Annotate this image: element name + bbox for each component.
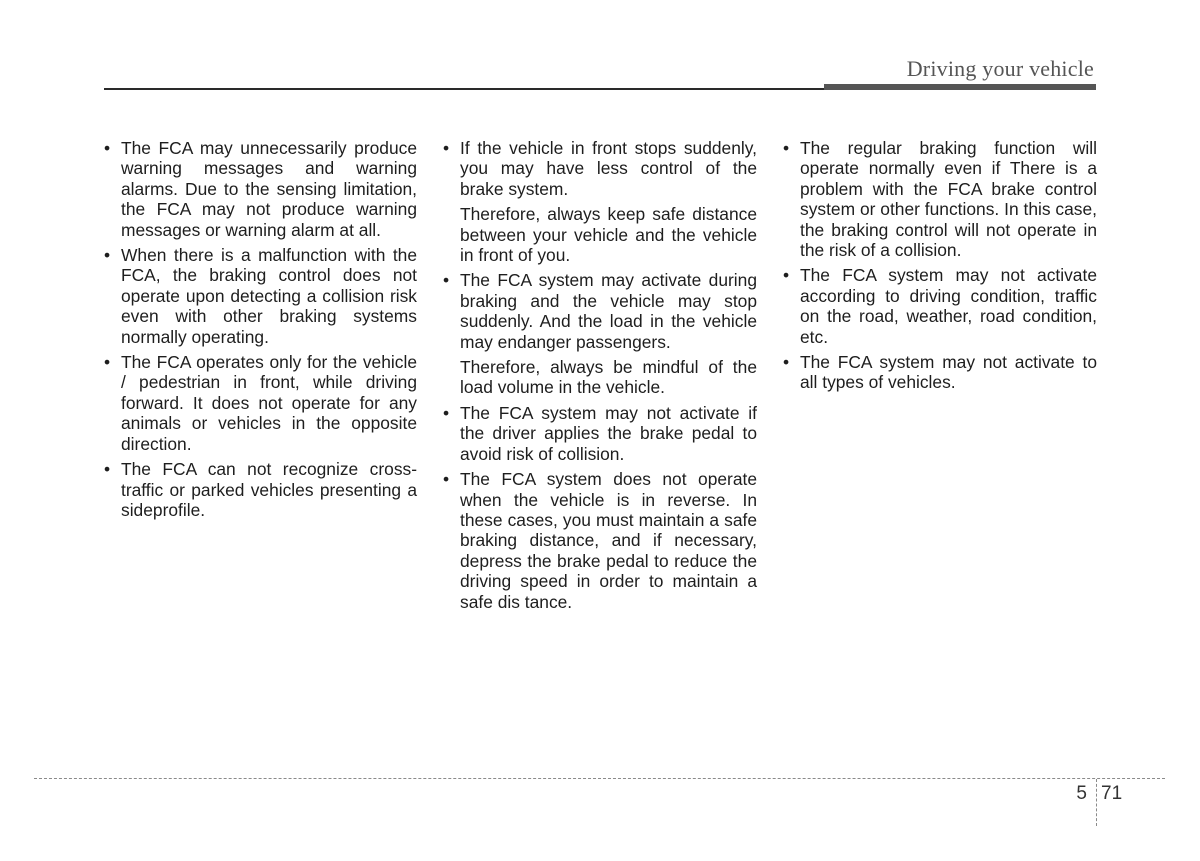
bullet-marker: • xyxy=(443,138,450,158)
bullet-text: The FCA may unnecessarily produce warning messages and warning alarms. Due to the sensing limitation, the FCA may not produce warning messages or warning alarm at all. xyxy=(121,138,417,240)
page-number: 71 xyxy=(1101,783,1123,804)
footer-rule xyxy=(34,778,1165,779)
bullet-item xyxy=(104,459,417,520)
bullet-item xyxy=(783,352,1097,393)
bullet-marker: • xyxy=(104,352,111,373)
bullet-marker: • xyxy=(783,352,790,373)
bullet-item xyxy=(443,138,757,199)
bullet-marker: • xyxy=(443,402,450,423)
bullet-text: The FCA system may not activate to all types of vehicles. xyxy=(800,352,1097,393)
bullet-marker: • xyxy=(104,245,111,266)
page-header-title: Driving your vehicle xyxy=(906,56,1094,81)
bullet-item xyxy=(443,403,757,464)
bullet-text: The FCA system does not operate when the vehicle is in reverse. In these cases, you must maintain a safe braking distance, and if necessary, depress the brake pedal to reduce the driving speed in order to maintain a safe dis tance. xyxy=(460,469,757,612)
bullet-marker: • xyxy=(783,265,790,286)
bullet-marker: • xyxy=(104,138,111,158)
bullet-item xyxy=(783,265,1097,347)
bullet-text: The FCA can not recognize cross-traffic or parked vehicles presenting a sideprofile. xyxy=(121,459,417,520)
bullet-marker: • xyxy=(783,138,790,158)
indented-paragraph: Therefore, always keep safe distance between your vehicle and the vehicle in front of you. xyxy=(460,204,757,266)
bullet-text: The FCA system may activate during braking and the vehicle may stop suddenly. And the load in the vehicle may endanger passengers. xyxy=(460,270,757,352)
bullet-text: The FCA system may not activate according to driving condition, traffic on the road, weather, road condition, etc. xyxy=(800,265,1097,347)
bullet-marker: • xyxy=(104,459,111,480)
bullet-text: The FCA operates only for the vehicle / pedestrian in front, while driving forward. It does not operate for any animals or vehicles in the opposite direction. xyxy=(121,352,417,454)
bullet-text: When there is a malfunction with the FCA, the braking control does not operate upon detecting a collision risk even with other braking systems normally operating. xyxy=(121,245,417,347)
bullet-marker: • xyxy=(443,270,450,291)
bullet-text: If the vehicle in front stops suddenly, you may have less control of the brake system. xyxy=(460,138,757,199)
bullet-item xyxy=(104,352,417,454)
bullet-item xyxy=(783,138,1097,260)
page-number-separator xyxy=(1096,779,1097,826)
bullet-text: The regular braking function will operate normally even if There is a problem with the FCA brake control system or other functions. In this case, the braking control will not operate in the risk of a collision. xyxy=(800,138,1097,261)
text-column-1 xyxy=(104,138,417,525)
bullet-item xyxy=(104,138,417,240)
text-column-2 xyxy=(443,138,757,617)
text-column-3 xyxy=(783,138,1097,398)
bullet-marker: • xyxy=(443,469,450,490)
header-rule-accent xyxy=(824,84,1096,90)
indented-paragraph: Therefore, always be mindful of the load volume in the vehicle. xyxy=(460,357,757,398)
bullet-item xyxy=(104,245,417,347)
bullet-item xyxy=(443,469,757,612)
bullet-text: The FCA system may not activate if the driver applies the brake pedal to avoid risk of collision. xyxy=(460,402,757,464)
chapter-number: 5 xyxy=(1076,783,1087,804)
bullet-item xyxy=(443,270,757,352)
